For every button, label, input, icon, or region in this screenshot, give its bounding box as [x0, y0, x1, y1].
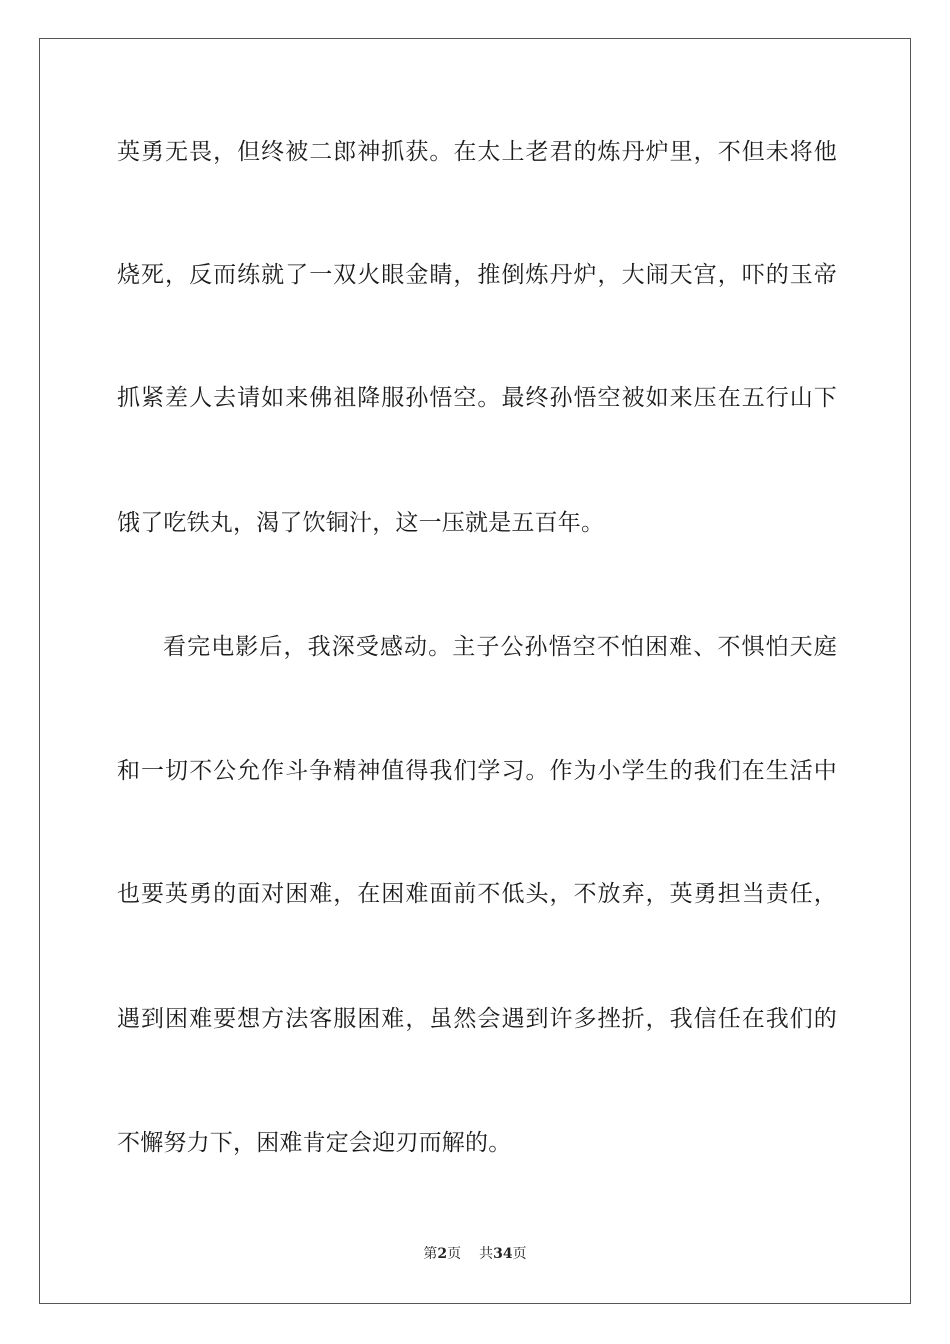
page-footer [0, 1245, 950, 1263]
paragraph-line-indented: 看完电影后，我深受感动。主子公孙悟空不怕困难、不惧怕天庭 [163, 634, 837, 660]
paragraph-line: 和一切不公允作斗争精神值得我们学习。作为小学生的我们在生活中 [117, 758, 837, 784]
total-pages: 34 [493, 1246, 513, 1262]
total-prefix: 共 [479, 1246, 494, 1262]
page-suffix: 页 [447, 1246, 462, 1262]
paragraph-line: 不懈努力下，困难肯定会迎刃而解的。 [117, 1130, 512, 1156]
page-border [39, 38, 911, 1304]
page-number: 2 [437, 1246, 448, 1262]
page-prefix: 第 [423, 1246, 438, 1262]
paragraph-line: 抓紧差人去请如来佛祖降服孙悟空。最终孙悟空被如来压在五行山下 [117, 385, 837, 411]
total-suffix: 页 [512, 1246, 527, 1262]
paragraph-line: 烧死，反而练就了一双火眼金睛，推倒炼丹炉，大闹天宫，吓的玉帝 [117, 262, 837, 288]
paragraph-line: 饿了吃铁丸，渴了饮铜汁，这一压就是五百年。 [117, 510, 605, 536]
paragraph-line: 遇到困难要想方法客服困难，虽然会遇到许多挫折，我信任在我们的 [117, 1006, 837, 1032]
paragraph-line: 也要英勇的面对困难，在困难面前不低头，不放弃，英勇担当责任， [117, 881, 837, 907]
paragraph-line: 英勇无畏，但终被二郎神抓获。在太上老君的炼丹炉里，不但未将他 [117, 139, 837, 165]
